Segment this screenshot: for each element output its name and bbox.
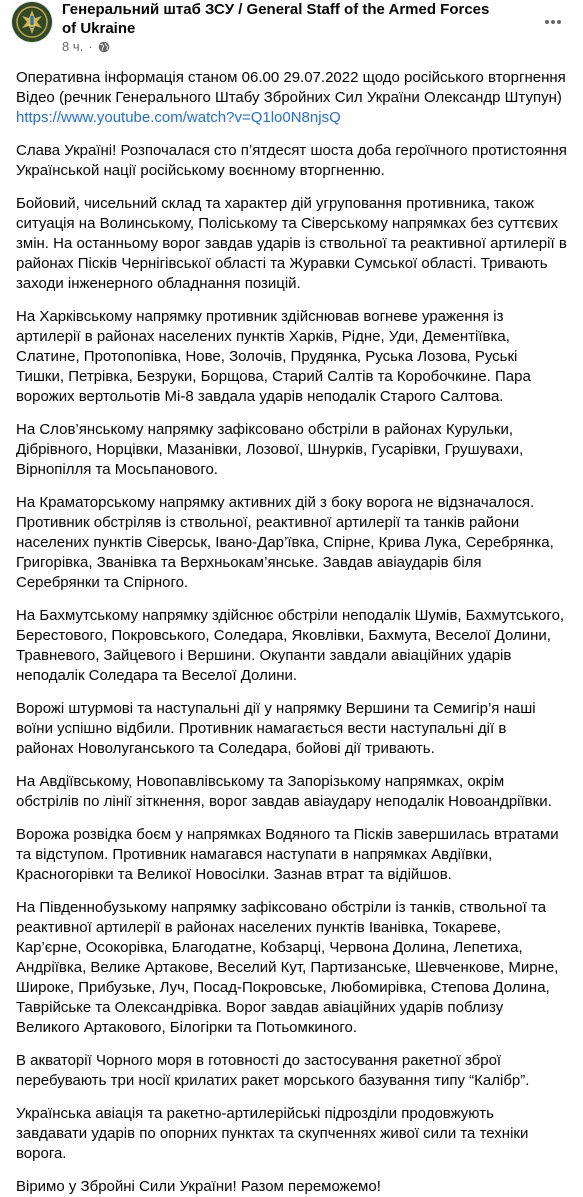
post-intro-line2: Відео (речник Генерального Штабу Збройних Сил України Олександр Штупун) [16, 89, 562, 106]
post-paragraph: На Краматорському напрямку активних дій з боку ворога не відзначалося. Противник обстріляв із ствольної, реактивної артилерії та танків райони населених пунктів Сіверськ, Івано-Дар’ївка, Спірне, Крива Лука, Серебрянка, Григорівка, Званівка та Верхньокам’янське. Завдав авіаударів біля Серебрянки та Спірного. [16, 494, 554, 591]
post-paragraph: Слава Україні! Розпочалася сто п’ятдесят шоста доба героїчного протистояння Українськой нації російському воєнному вторгненню. [16, 142, 567, 179]
post-paragraph-intro [16, 68, 567, 128]
post-paragraph: Ворожі штурмові та наступальні дії у напрямку Вершини та Семигір’я наші воїни успішно відбили. Противник намагається вести наступальні дії в районах Новолуганського та Соледара, бойові дії тривають. [16, 700, 536, 757]
post-paragraph: Бойовий, чисельний склад та характер дій угруповання противника, також ситуація на Волинському, Поліському та Сіверському напрямках без суттєвих змін. На останньому ворог завдав ударів із ствольної та реактивної артилерії в районах Пісків Чернігівської області та Журавки Сумської області. Тривають заходи інженерного обладнання позицій. [16, 195, 567, 292]
page-name[interactable]: Генеральний штаб ЗСУ / General Staff of the Armed Forces of Ukraine [62, 1, 490, 37]
post-intro-line1: Оперативна інформація станом 06.00 29.07.2022 щодо російського вторгнення [16, 69, 566, 86]
globe-icon[interactable] [98, 41, 110, 53]
post-paragraph: На Бахмутському напрямку здійснює обстріли неподалік Шумів, Бахмутського, Берестового, Покровського, Соледара, Яковлівки, Бахмута, Веселої Долини, Травневого, Зайцевого і Вершини. Окупанти завдали авіаційних ударів неподалік Соледара та Веселої Долини. [16, 607, 565, 684]
post-body [0, 62, 583, 1197]
post-paragraph: Українська авіація та ракетно-артилерійські підрозділи продовжують завдавати ударів по опорних пунктах та скупченнях живої сили та техніки ворога. [16, 1105, 529, 1162]
post-paragraph: На Слов’янському напрямку зафіксовано обстріли в районах Курульки, Дібрівного, Норцівки, Мазанівки, Лозової, Шнурків, Гусарівки, Грушувахи, Вірнопілля та Мосьпанового. [16, 421, 524, 478]
meta-separator: · [88, 39, 93, 54]
post-paragraph: В акваторії Чорного моря в готовності до застосування ракетної зброї перебувають три носії крилатих ракет морського базування типу “Калібр”. [16, 1052, 530, 1089]
more-horizontal-icon [543, 12, 563, 32]
page-avatar[interactable] [12, 2, 52, 42]
armed-forces-emblem-icon [12, 2, 52, 42]
post-header [0, 0, 583, 62]
post-paragraph: Ворожа розвідка боєм у напрямках Водяного та Пісків завершилась втратами та відступом. Противник намагався наступати в напрямках Авдіївки, Красногорівки та Великої Новосілки. Зазнав втрат та відійшов. [16, 826, 559, 883]
more-options-button[interactable] [535, 4, 571, 40]
post-time[interactable]: 8 ч. [62, 39, 84, 54]
youtube-link[interactable]: https://www.youtube.com/watch?v=Q1lo0N8njsQ [16, 109, 341, 126]
post-paragraph: На Авдіївському, Новопавлівському та Запорізькому напрямках, окрім обстрілів по лінії зіткнення, ворог завдав авіаудару неподалік Новоандріївки. [16, 773, 552, 810]
post-paragraph: На Харківському напрямку противник здійснював вогневе ураження із артилерії в районах населених пунктів Харків, Рідне, Уди, Дементіївка, Слатине, Протопопівка, Нове, Золочів, Прудянка, Руська Лозова, Руські Тишки, Петрівка, Безруки, Борщова, Старий Салтів та Коробочкине. Пара ворожих вертольотів Мі-8 завдала ударів неподалік Старого Салтова. [16, 308, 531, 405]
post-meta [62, 39, 110, 55]
post-paragraph: Віримо у Збройні Сили України! Разом переможемо! [16, 1178, 381, 1195]
post-paragraph: На Південнобузькому напрямку зафіксовано обстріли із танків, ствольної та реактивної артилерії в районах населених пунктів Іванівка, Токареве, Кар’єрне, Осокорівка, Благодатне, Кобзарці, Червона Долина, Лепетиха, Андріївка, Велике Артакове, Веселий Кут, Партизанське, Шевченкове, Мирне, Широке, Прибузьке, Луч, Посад-Покровське, Любомирівка, Степова Долина, Таврійське та Олександрівка. Ворог завдав авіаційних ударів поблизу Великого Артакового, Білогірки та Потьомкиного. [16, 899, 559, 1036]
